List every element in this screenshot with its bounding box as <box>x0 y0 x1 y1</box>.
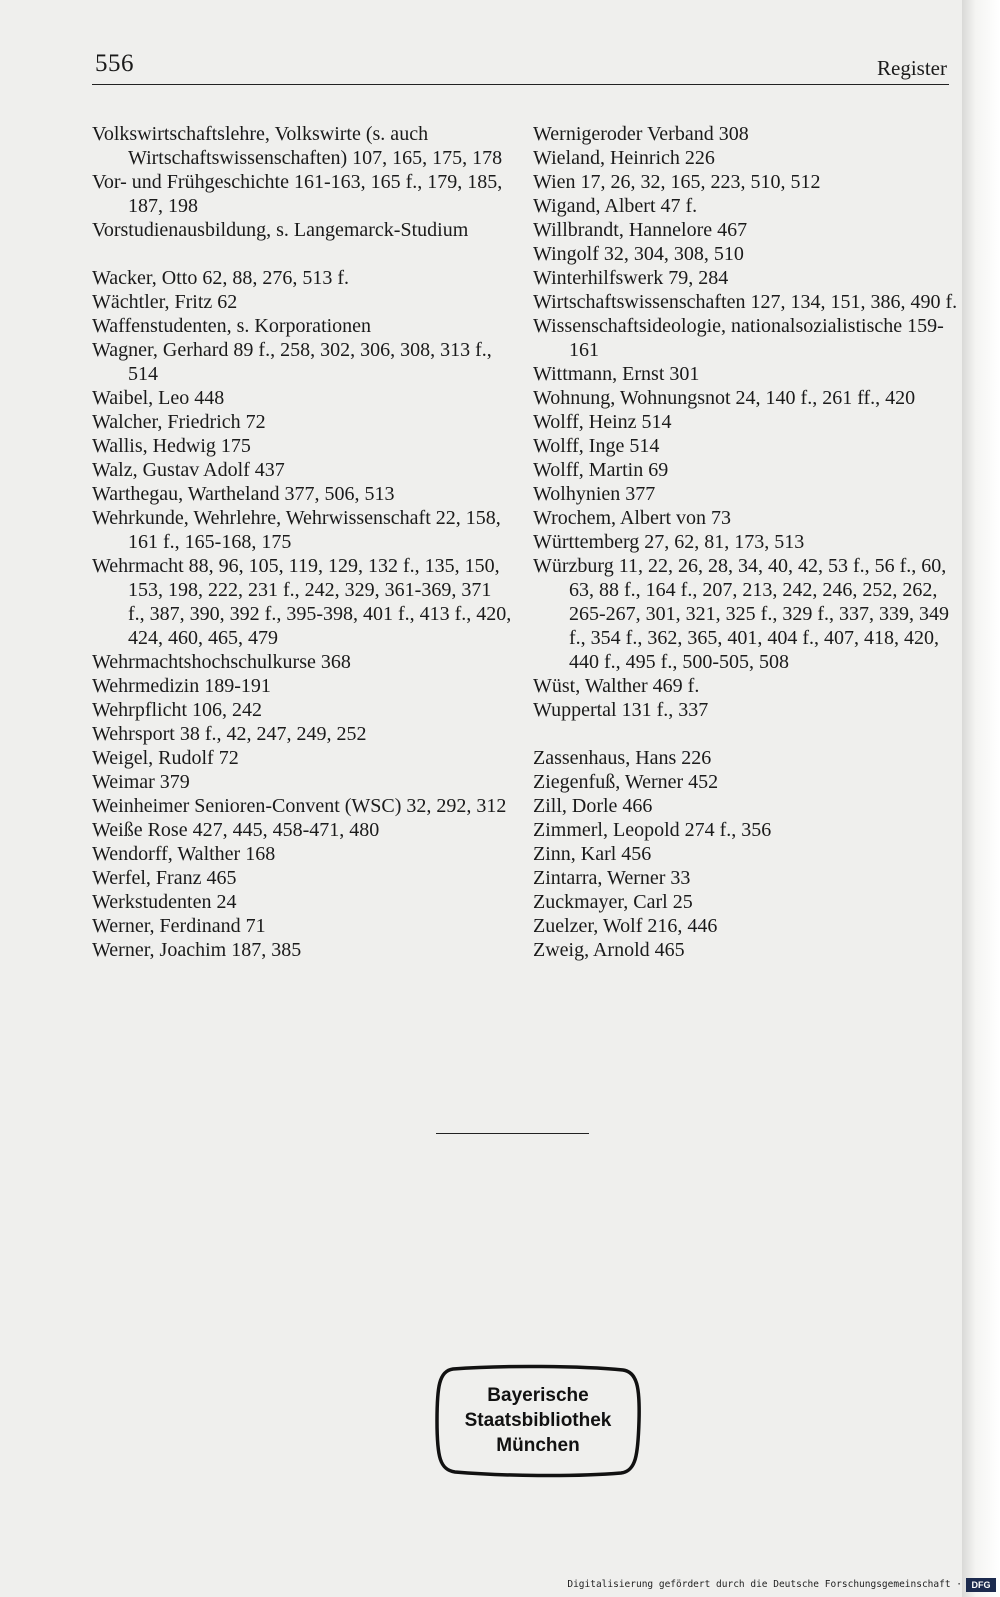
index-entry: Wigand, Albert 47 f. <box>533 195 698 217</box>
page-number: 556 <box>95 50 134 77</box>
index-entry: Warthegau, Wartheland 377, 506, 513 <box>92 483 395 505</box>
index-entry: Wehrmachtshochschulkurse 368 <box>92 651 351 673</box>
index-entry: Willbrandt, Hannelore 467 <box>533 219 748 241</box>
index-entry: Wuppertal 131 f., 337 <box>533 699 709 721</box>
index-entry: Zassenhaus, Hans 226 <box>533 747 712 769</box>
running-head: Register <box>877 56 947 80</box>
index-entry: Werfel, Franz 465 <box>92 867 237 889</box>
index-entry: Wüst, Walther 469 f. <box>533 675 700 697</box>
index-entry: Wolff, Martin 69 <box>533 459 669 481</box>
index-entry: Weigel, Rudolf 72 <box>92 747 239 769</box>
index-entry: Vorstudienausbildung, s. Langemarck-Studium <box>92 219 469 241</box>
dfg-logo: DFG <box>966 1578 996 1592</box>
stamp-line: München <box>496 1435 580 1456</box>
index-entry: Wien 17, 26, 32, 165, 223, 510, 512 <box>533 171 821 193</box>
index-entry: Zweig, Arnold 465 <box>533 939 685 961</box>
stamp-line: Bayerische <box>487 1385 589 1406</box>
index-entry: Wissenschaftsideologie, nationalsozialistische 159-161 <box>533 315 944 361</box>
index-entry: Weiße Rose 427, 445, 458-471, 480 <box>92 819 380 841</box>
index-entry: Württemberg 27, 62, 81, 173, 513 <box>533 531 805 553</box>
index-entry: Wittmann, Ernst 301 <box>533 363 700 385</box>
page-gutter-shadow <box>962 0 1000 1597</box>
stamp-line: Staatsbibliothek <box>464 1410 612 1431</box>
index-entry: Weinheimer Senioren-Convent (WSC) 32, 292, 312 <box>92 795 507 817</box>
index-entry: Weimar 379 <box>92 771 190 793</box>
index-entry: Zinn, Karl 456 <box>533 843 652 865</box>
index-entry: Volkswirtschaftslehre, Volkswirte (s. auch Wirtschaftswissenschaften) 107, 165, 175, 178 <box>92 123 503 169</box>
index-entry: Wolhynien 377 <box>533 483 656 505</box>
index-entry: Zuelzer, Wolf 216, 446 <box>533 915 718 937</box>
index-column-right <box>533 122 958 962</box>
index-entry: Zintarra, Werner 33 <box>533 867 691 889</box>
index-entry: Werner, Joachim 187, 385 <box>92 939 302 961</box>
index-entry: Wehrpflicht 106, 242 <box>92 699 263 721</box>
library-stamp <box>433 1363 643 1478</box>
index-entry: Wirtschaftswissenschaften 127, 134, 151, 386, 490 f. <box>533 291 958 313</box>
index-entry: Werner, Ferdinand 71 <box>92 915 266 937</box>
index-entry: Wehrmedizin 189-191 <box>92 675 271 697</box>
index-entry: Wehrkunde, Wehrlehre, Wehrwissenschaft 22, 158, 161 f., 165-168, 175 <box>92 507 501 553</box>
index-entry: Wolff, Inge 514 <box>533 435 660 457</box>
index-entry: Wallis, Hedwig 175 <box>92 435 251 457</box>
index-entry: Zuckmayer, Carl 25 <box>533 891 693 913</box>
index-entry: Walcher, Friedrich 72 <box>92 411 266 433</box>
index-entry: Wendorff, Walther 168 <box>92 843 276 865</box>
index-entry: Waffenstudenten, s. Korporationen <box>92 315 372 337</box>
index-entry: Waibel, Leo 448 <box>92 387 225 409</box>
index-entry: Wohnung, Wohnungsnot 24, 140 f., 261 ff., 420 <box>533 387 916 409</box>
index-entry: Vor- und Frühgeschichte 161-163, 165 f., 179, 185, 187, 198 <box>92 171 503 217</box>
header-rule <box>92 84 949 85</box>
index-column-left <box>92 122 512 962</box>
index-entry: Zill, Dorle 466 <box>533 795 653 817</box>
stamp-text <box>433 1383 643 1458</box>
index-entry: Werkstudenten 24 <box>92 891 237 913</box>
index-entry: Wehrmacht 88, 96, 105, 119, 129, 132 f., 135, 150, 153, 198, 222, 231 f., 242, 329, 361-369, 371 f., 387, 390, 392 f., 395-398, 401 f., 413 f., 420, 424, 460, 465, 479 <box>92 555 512 649</box>
index-entry: Wernigeroder Verband 308 <box>533 123 749 145</box>
digitization-credit: Digitalisierung gefördert durch die Deutsche Forschungsgemeinschaft · <box>567 1579 962 1590</box>
index-entry: Ziegenfuß, Werner 452 <box>533 771 719 793</box>
index-entry: Zimmerl, Leopold 274 f., 356 <box>533 819 772 841</box>
index-entry: Wacker, Otto 62, 88, 276, 513 f. <box>92 267 349 289</box>
index-entry: Walz, Gustav Adolf 437 <box>92 459 285 481</box>
index-entry: Wolff, Heinz 514 <box>533 411 672 433</box>
index-entry: Würzburg 11, 22, 26, 28, 34, 40, 42, 53 f., 56 f., 60, 63, 88 f., 164 f., 207, 213, 242, 246, 252, 262, 265-267, 301, 321, 325 f., 329 f., 337, 339, 349 f., 354 f., 362, 365, 401, 404 f., 407, 418, 420, 440 f., 495 f., 500-505, 508 <box>533 555 949 673</box>
index-entry: Wieland, Heinrich 226 <box>533 147 715 169</box>
index-entry: Wächtler, Fritz 62 <box>92 291 238 313</box>
index-entry: Wingolf 32, 304, 308, 510 <box>533 243 744 265</box>
index-entry: Wagner, Gerhard 89 f., 258, 302, 306, 308, 313 f., 514 <box>92 339 492 385</box>
end-of-index-rule <box>436 1133 589 1134</box>
index-entry: Winterhilfswerk 79, 284 <box>533 267 729 289</box>
index-entry: Wrochem, Albert von 73 <box>533 507 732 529</box>
index-entry: Wehrsport 38 f., 42, 247, 249, 252 <box>92 723 367 745</box>
